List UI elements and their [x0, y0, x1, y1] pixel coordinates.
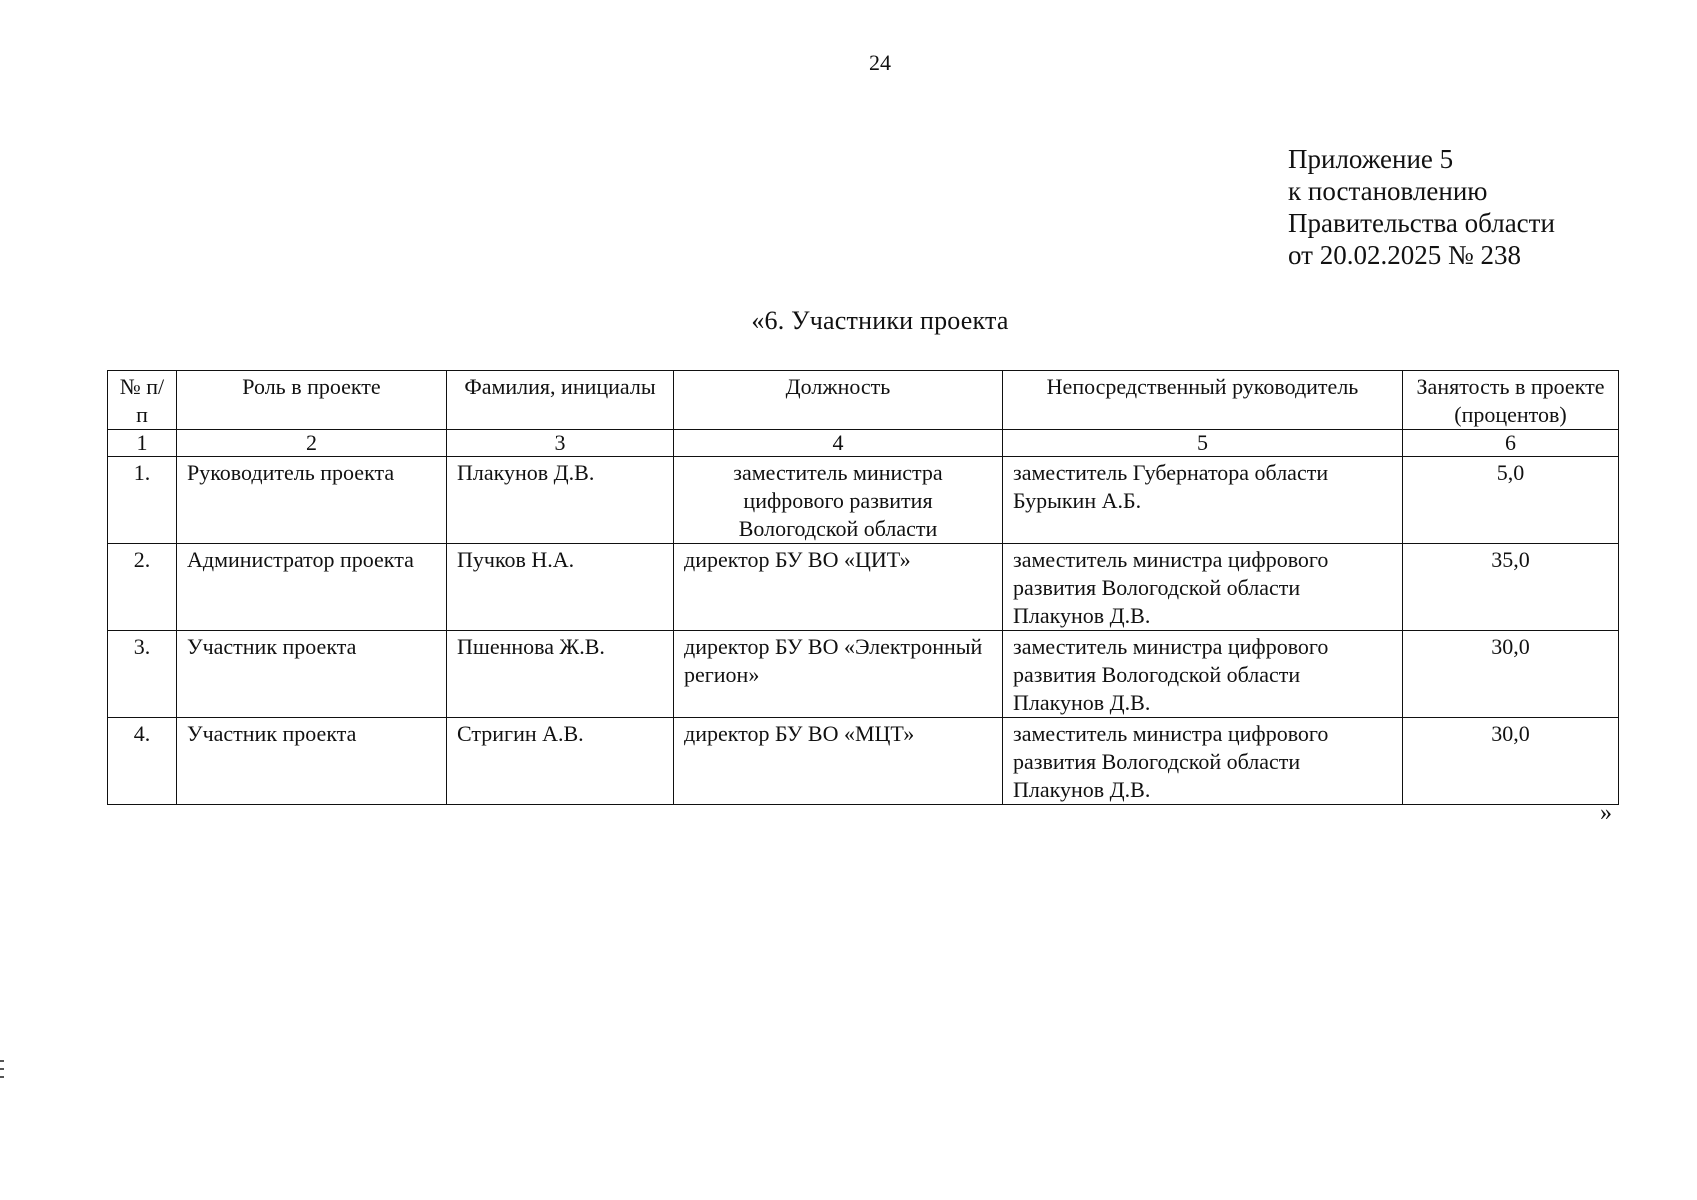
- cell-supervisor: заместитель министра цифрового развития Вологодской области Плакунов Д.В.: [1003, 718, 1403, 805]
- page-number: 24: [869, 50, 891, 75]
- margin-dot: [0, 1068, 4, 1070]
- closing-quote: »: [1600, 800, 1612, 826]
- table-header-row: [108, 371, 1619, 430]
- header-position: Должность: [674, 371, 1003, 430]
- column-numbers-row: [108, 430, 1619, 457]
- cell-position: заместитель министра цифрового развития Вологодской области: [674, 457, 1003, 544]
- cell-position: директор БУ ВО «Электронный регион»: [674, 631, 1003, 718]
- margin-dot: [0, 1060, 4, 1062]
- cell-supervisor: заместитель Губернатора области Бурыкин А.Б.: [1003, 457, 1403, 544]
- table-row: [108, 631, 1619, 718]
- cell-role: Руководитель проекта: [177, 457, 447, 544]
- cell-supervisor: заместитель министра цифрового развития Вологодской области Плакунов Д.В.: [1003, 631, 1403, 718]
- section-title: «6. Участники проекта: [751, 306, 1009, 335]
- participants-table: [107, 370, 1619, 805]
- cell-name: Стригин А.В.: [447, 718, 674, 805]
- cell-name: Пучков Н.А.: [447, 544, 674, 631]
- cell-load: 30,0: [1403, 718, 1619, 805]
- cell-num: 1.: [108, 457, 177, 544]
- cell-num: 4.: [108, 718, 177, 805]
- appendix-line: Приложение 5: [1288, 144, 1454, 174]
- table-row: [108, 457, 1619, 544]
- appendix-line: от 20.02.2025 № 238: [1288, 240, 1521, 270]
- appendix-line: Правительства области: [1288, 208, 1555, 238]
- cell-load: 5,0: [1403, 457, 1619, 544]
- column-number: 5: [1003, 430, 1403, 457]
- appendix-line: к постановлению: [1288, 176, 1488, 206]
- cell-load: 30,0: [1403, 631, 1619, 718]
- column-number: 3: [447, 430, 674, 457]
- cell-supervisor: заместитель министра цифрового развития Вологодской области Плакунов Д.В.: [1003, 544, 1403, 631]
- column-number: 4: [674, 430, 1003, 457]
- cell-name: Пшеннова Ж.В.: [447, 631, 674, 718]
- header-role: Роль в проекте: [177, 371, 447, 430]
- header-load: Занятость в проекте (процентов): [1403, 371, 1619, 430]
- header-supervisor: Непосредственный руководитель: [1003, 371, 1403, 430]
- table-row: [108, 544, 1619, 631]
- cell-position: директор БУ ВО «МЦТ»: [674, 718, 1003, 805]
- cell-role: Участник проекта: [177, 631, 447, 718]
- header-num: № п/п: [108, 371, 177, 430]
- column-number: 1: [108, 430, 177, 457]
- cell-role: Участник проекта: [177, 718, 447, 805]
- column-number: 6: [1403, 430, 1619, 457]
- header-name: Фамилия, инициалы: [447, 371, 674, 430]
- margin-dot: [0, 1076, 4, 1078]
- cell-num: 3.: [108, 631, 177, 718]
- cell-name: Плакунов Д.В.: [447, 457, 674, 544]
- column-number: 2: [177, 430, 447, 457]
- appendix-block: [1288, 143, 1555, 271]
- table-row: [108, 718, 1619, 805]
- cell-load: 35,0: [1403, 544, 1619, 631]
- margin-marks: [0, 1060, 6, 1120]
- cell-num: 2.: [108, 544, 177, 631]
- cell-position: директор БУ ВО «ЦИТ»: [674, 544, 1003, 631]
- cell-role: Администратор проекта: [177, 544, 447, 631]
